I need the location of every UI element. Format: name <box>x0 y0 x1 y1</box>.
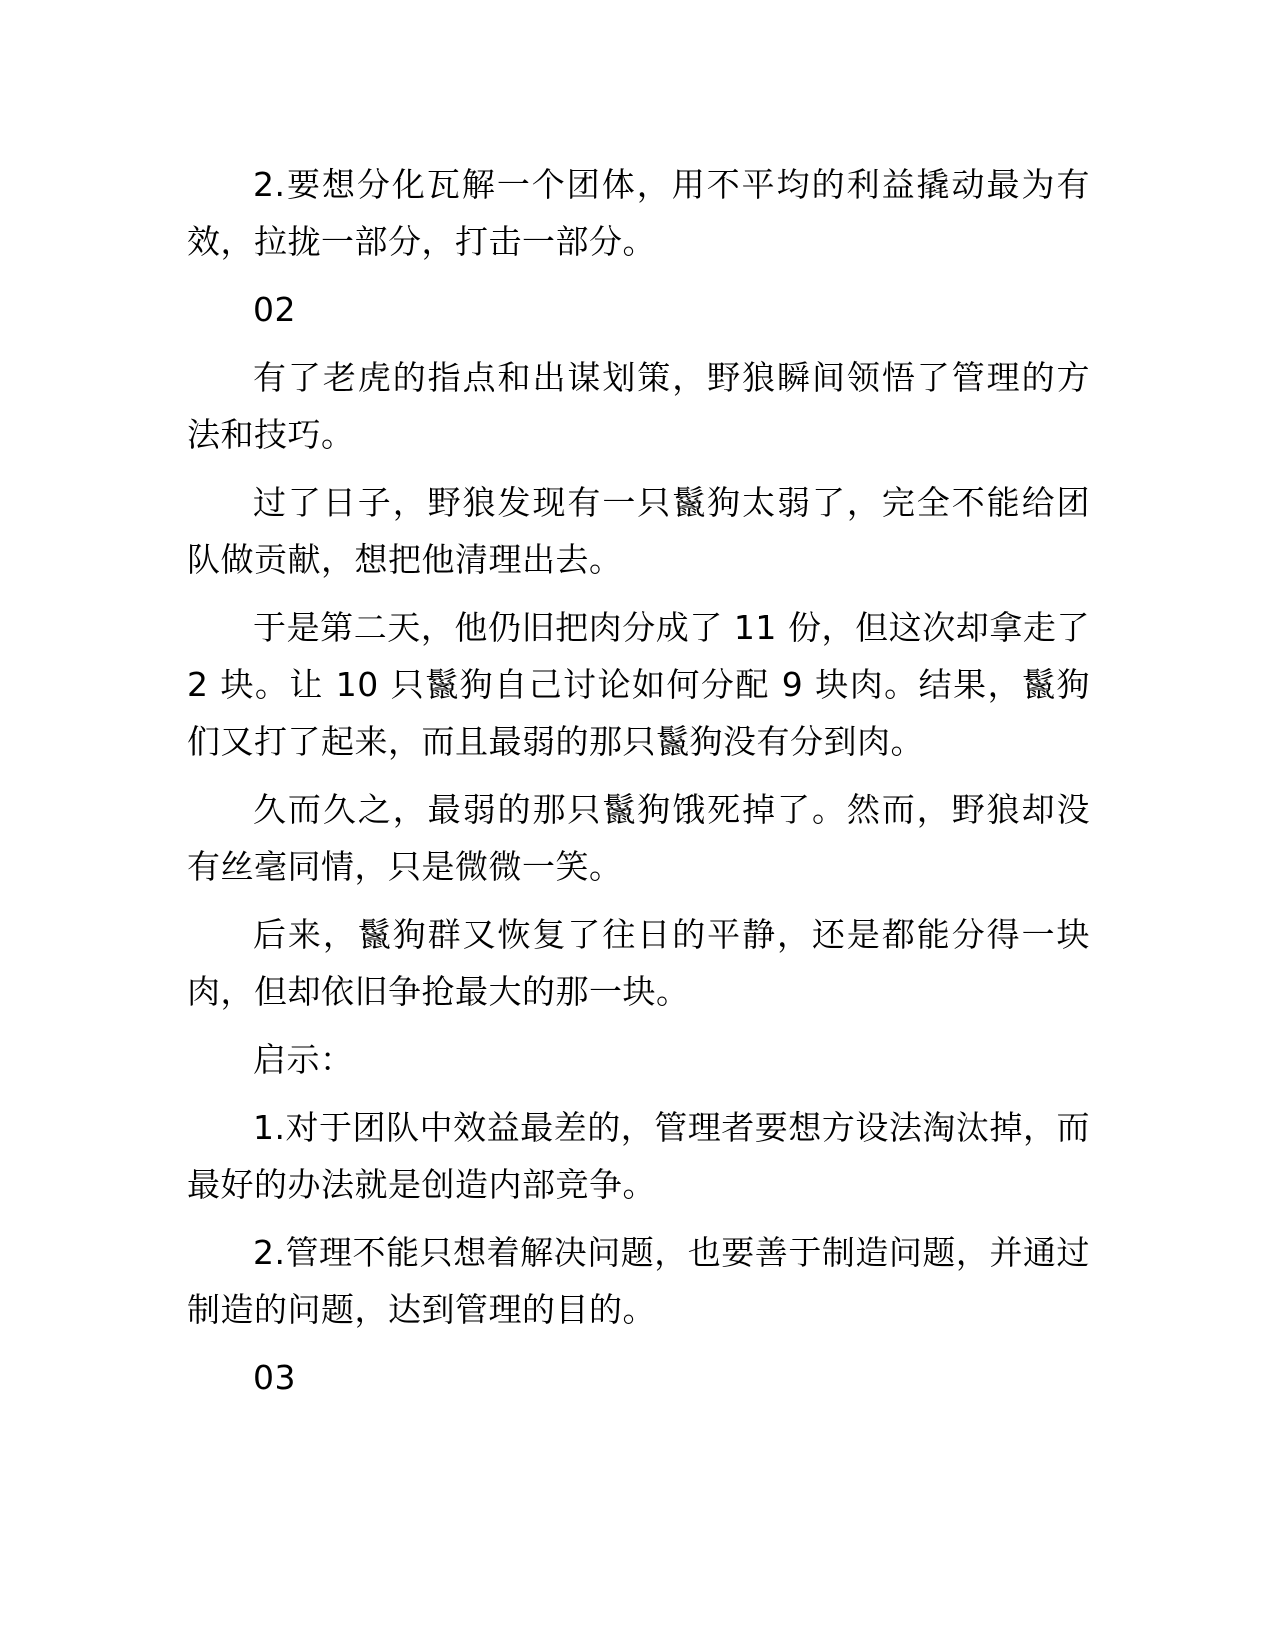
document-body <box>187 156 1090 1417</box>
paragraph-calm-restored: 后来，鬣狗群又恢复了往日的平静，还是都能分得一块肉，但却依旧争抢最大的那一块。 <box>187 915 1090 1011</box>
paragraph-starved: 久而久之，最弱的那只鬣狗饿死掉了。然而，野狼却没有丝毫同情，只是微微一笑。 <box>187 790 1090 886</box>
paragraph-next-day: 于是第二天，他仍旧把肉分成了 11 份，但这次却拿走了 2 块。让 10 只鬣狗自己讨论如何分配 9 块肉。结果，鬣狗们又打了起来，而且最弱的那只鬣狗没有分到肉。 <box>187 608 1090 761</box>
section-number-02: 02 <box>253 290 296 329</box>
paragraph-insight-1: 1.对于团队中效益最差的，管理者要想方设法淘汰掉，而最好的办法就是创造内部竞争。 <box>187 1108 1090 1204</box>
paragraph-insight-2: 2.管理不能只想着解决问题，也要善于制造问题，并通过制造的问题，达到管理的目的。 <box>187 1233 1090 1329</box>
section-number-03: 03 <box>253 1358 296 1397</box>
heading-insight: 启示： <box>253 1040 354 1079</box>
paragraph-point-2-divide: 2.要想分化瓦解一个团体，用不平均的利益撬动最为有效，拉拢一部分，打击一部分。 <box>187 165 1090 261</box>
paragraph-tiger-guidance: 有了老虎的指点和出谋划策，野狼瞬间领悟了管理的方法和技巧。 <box>187 358 1090 454</box>
paragraph-weak-hyena: 过了日子，野狼发现有一只鬣狗太弱了，完全不能给团队做贡献，想把他清理出去。 <box>187 483 1090 579</box>
